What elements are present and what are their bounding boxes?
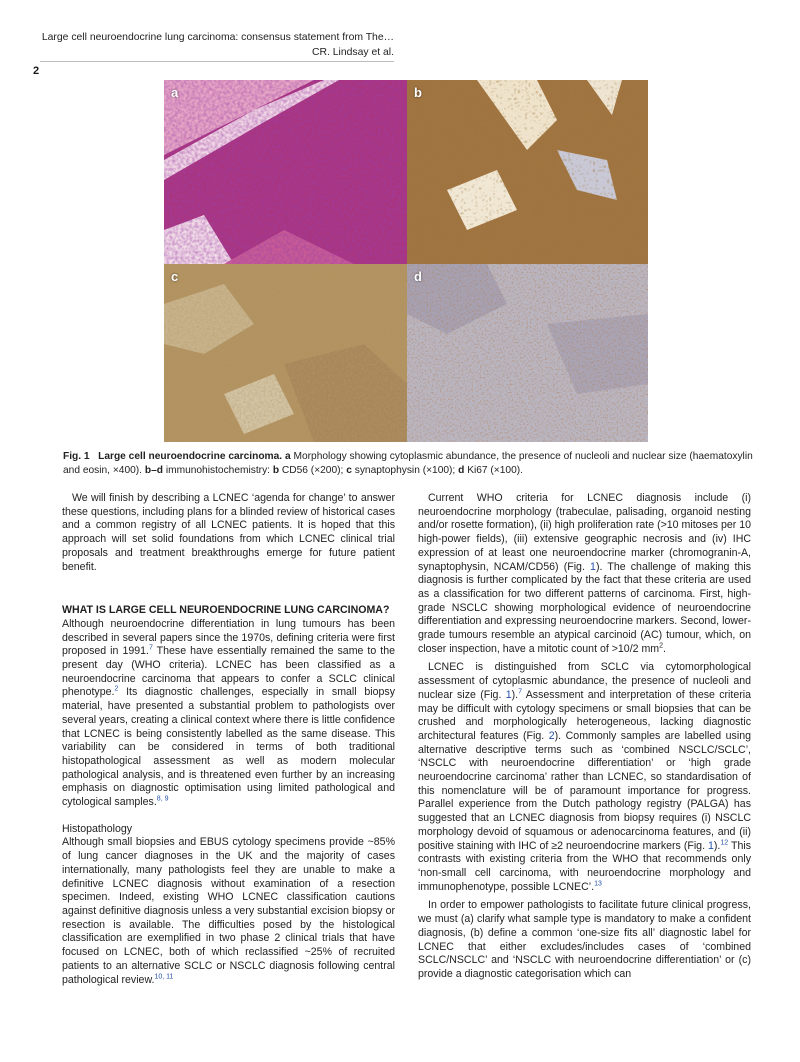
panel-label-b: b xyxy=(414,85,422,100)
reference-link[interactable]: 7 xyxy=(518,688,522,696)
body-paragraph-2 xyxy=(62,836,395,987)
running-head xyxy=(40,30,394,60)
figure-caption xyxy=(63,450,753,477)
caption-c-text: synaptophysin (×100); xyxy=(354,464,456,476)
reference-link[interactable]: 13 xyxy=(594,880,602,888)
text-run: These have essentially remained the same to the present day (WHO criteria). LCNEC has been classified as a neuroendocrine carcinoma that appears to confer a SCLC clinical phenotype. xyxy=(62,645,395,699)
reference-link[interactable]: 10, 11 xyxy=(154,972,174,980)
panel-label-c: c xyxy=(171,269,179,284)
panel-label-a: a xyxy=(171,85,179,100)
reference-link[interactable]: 8, 9 xyxy=(156,795,169,803)
text-run: ). Commonly samples are labelled using alternative descriptive terms such as ‘combined NSCLC/SCLC’, ‘NSCLC with neuroendocrine differentiation’ or ‘high grade neuroendocrine carcinoma’ rather than LCNEC, so standardisation of this nomenclature will be of paramount importance for progress. Parallel experience from the Dutch pathology registry (PALGA) has suggested that an LCNEC diagnosis from biopsy requires (i) NSCLC morphology devoid of squamous or adenocarcinoma features, and (ii) positive staining with IHC of ≥2 neuroendocrine markers (Fig. xyxy=(418,729,751,852)
figure-link[interactable]: 1 xyxy=(505,688,512,701)
running-head-title: Large cell neuroendocrine lung carcinoma: consensus statement from The… xyxy=(41,32,394,43)
text-run: Current WHO criteria for LCNEC diagnosis include (i) neuroendocrine morphology (trabeculae, palisading, organoid nesting and/or rosette formation), (ii) high proliferation rate (>10 mitoses per 10 high-power fields), (iii) extensive geographic necrosis and (iv) IHC expression of at least one neuroendocrine marker (chromogranin-A, synaptophysin, NCAM/CD56) (Fig. xyxy=(418,492,751,573)
figure-link[interactable]: 1 xyxy=(708,839,714,852)
reference-link[interactable]: 12 xyxy=(720,839,729,847)
left-column xyxy=(62,492,395,987)
caption-b-letter: b xyxy=(272,464,280,476)
text-run: ). xyxy=(511,688,519,701)
text-run: Assessment and interpretation of these criteria may be difficult with cytology specimens or small biopsies that can be crushed and morphologically heterogeneous, lacking diagnostic architectural features (Fig. xyxy=(418,688,751,742)
body-paragraph-1 xyxy=(62,618,395,810)
header-rule xyxy=(40,61,394,62)
page-number: 2 xyxy=(33,65,40,77)
figure-link[interactable]: 1 xyxy=(590,560,596,573)
caption-c-letter: c xyxy=(346,464,352,476)
subheading-histopathology: Histopathology xyxy=(62,822,133,835)
panel-d-ki67-micrograph xyxy=(407,264,648,442)
caption-bd-text: immunohistochemistry: xyxy=(165,464,270,476)
caption-d-text: Ki67 (×100). xyxy=(467,464,523,476)
caption-d-letter: d xyxy=(458,464,465,476)
caption-a-text: Morphology showing cytoplasmic abundance, the presence of nucleoli and nuclear size (haematoxylin and eosin, ×400). xyxy=(63,451,753,476)
caption-b-text: CD56 (×200); xyxy=(281,464,344,476)
caption-bd-letter: b–d xyxy=(144,464,163,476)
text-run: . xyxy=(663,642,666,655)
figure-1 xyxy=(164,80,648,442)
text-run: LCNEC is distinguished from SCLC via cytomorphological assessment of cytoplasmic abundance, the presence of nucleoli and nuclear size (Fig. xyxy=(418,661,751,701)
text-run: This contrasts with existing criteria from the WHO that recommends only ‘non-small cell carcinoma, with neuroendocrine morphology and immunophenotype, possible LCNEC’. xyxy=(418,839,751,893)
caption-a-letter: a xyxy=(284,451,291,462)
panel-a-he-micrograph xyxy=(164,80,407,264)
reference-link[interactable]: 2 xyxy=(114,685,119,693)
text-run: ). xyxy=(713,839,721,852)
body-paragraph-4 xyxy=(418,661,751,894)
intro-paragraph: We will finish by describing a LCNEC ‘agenda for change’ to answer these questions, including plans for a blinded review of historical cases and a common registry of all LCNEC patients. It is hoped that this approach will set solid foundations from which LCNEC clinical trial proposals and treatment breakthroughs emerge for future patient benefit. xyxy=(62,492,395,573)
text-run: ). The challenge of making this diagnosis is further complicated by the fact that these criteria are used as a classification for two different patterns of carcinoma. First, high-grade NSCLC showing morphological evidence of neuroendocrine differentiation and expressing neuroendocrine markers. Second, lower-grade tumours resemble an atypical carcinoid (AC) tumour, which, on closer inspection, have a mitotic count of >10/2 mm xyxy=(418,560,751,655)
panel-label-d: d xyxy=(414,269,422,284)
caption-label: Fig. 1 xyxy=(63,451,90,462)
text-run: Although neuroendocrine differentiation in lung tumours has been described in several papers since the 1970s, defining criteria were first proposed in 1991. xyxy=(62,617,395,658)
panel-c-synaptophysin-micrograph xyxy=(164,264,407,442)
caption-title: Large cell neuroendocrine carcinoma. xyxy=(98,451,283,462)
text-run: Although small biopsies and EBUS cytology specimens provide ~85% of lung cancer diagnoses in the UK and the majority of cases internationally, many pathologists feel they are unable to make a definitive LCNEC diagnosis without examination of a resection specimen. Indeed, existing WHO LCNEC classification cautions against definitive diagnosis unless a very substantial excision biopsy or resection is available. The difficulties posed by the histological classification are exemplified in two phase 2 clinical trials that have focused on LCNEC, both of which reclassified ~25% of recruited patients to an alternative SCLC or NSCLC diagnosis following central pathological review. xyxy=(62,836,395,986)
section-heading: WHAT IS LARGE CELL NEUROENDOCRINE LUNG CARCINOMA? xyxy=(62,604,390,617)
figure-link[interactable]: 2 xyxy=(548,729,555,742)
right-column xyxy=(418,492,751,982)
text-run: Its diagnostic challenges, especially in small biopsy material, have presented a substantial problem to pathologists over several years, creating a clinical context where there is little confidence that LCNEC is being consistently labelled as the same disease. This variability can be considered in terms of both traditional histopathological assessment as well as modern molecular pathological analysis, and is threatened even further by an increasing emphasis on diagnostic optimisation using limited pathological and cytological samples. xyxy=(62,686,395,809)
superscript: 2 xyxy=(659,642,664,650)
body-paragraph-3 xyxy=(418,492,751,656)
running-head-authors: CR. Lindsay et al. xyxy=(311,47,394,58)
reference-link[interactable]: 7 xyxy=(148,644,153,652)
panel-b-cd56-micrograph xyxy=(407,80,648,264)
body-paragraph-5: In order to empower pathologists to facilitate future clinical progress, we must (a) clarify what sample type is mandatory to make a confident diagnosis, (b) define a common ‘one-size fits all’ diagnostic label for LCNEC that either excludes/includes cases of ‘combined SCLC/NSCLC’ and ‘NSCLC with neuroendocrine differentiation’ or (c) provide a diagnostic categorisation which can xyxy=(418,899,751,980)
